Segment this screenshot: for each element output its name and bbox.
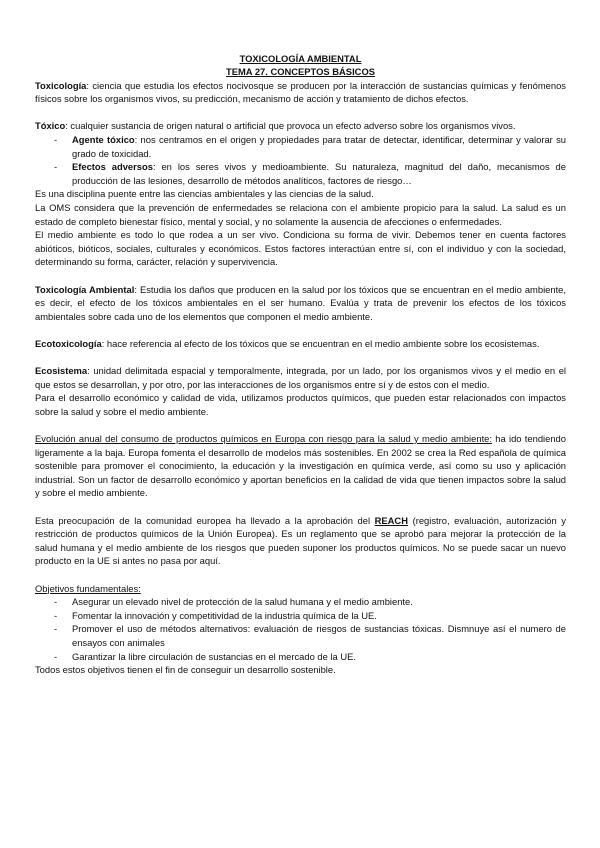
- paragraph-desarrollo: Para el desarrollo económico y calidad de vida, utilizamos productos químicos, que pueden estar relacionados con impactos sobre la salud y sobre el medio ambiente.: [35, 392, 566, 417]
- list-item: - Efectos adversos: en los seres vivos y medioambiente. Su naturaleza, magnitud del daño, mecanismos de producción de las lesiones, desarrollo de métodos analíticos, factores de riesgo…: [72, 160, 566, 187]
- term-reach: REACH: [374, 514, 408, 526]
- definition-toxico: [35, 119, 566, 133]
- paragraph-oms: La OMS considera que la prevención de enfermedades se relaciona con el ambiente propicio para la salud. La salud es un estado de completo bienestar físico, mental y social, y no solamente la ausencia de afecciones o enfermedades.: [35, 201, 566, 227]
- definition-text: : ciencia que estudia los efectos nocivosque se producen por la interacción de sustancias químicas y fenómenos físicos sobre los organismos vivos, su predicción, mecanismo de acción y tratamiento de dichos efectos.: [35, 79, 566, 105]
- definition-text: : cualquier sustancia de origen natural o artificial que provoca un efecto adverso sobre los organismos vivos.: [65, 120, 516, 132]
- paragraph-closing: Todos estos objetivos tienen el fin de conseguir un desarrollo sostenible.: [35, 664, 336, 676]
- objetivos-list: [35, 595, 566, 663]
- paragraph-medio-ambiente: El medio ambiente es todo lo que rodea a un ser vivo. Condiciona su forma de vivir. Debemos tener en cuenta factores abióticos, bióticos, sociales, culturales y económicos. Estos factores interactúan entre sí, con el individuo y con la sociedad, determinando su forma, carácter, relación y supervivencia.: [35, 229, 566, 268]
- document-subtitle: TEMA 27. CONCEPTOS BÁSICOS: [226, 65, 375, 77]
- list-item: - Agente tóxico: nos centramos en el origen y propiedades para tratar de detectar, identificar, determinar y valorar su grado de toxicidad.: [72, 133, 566, 160]
- term-toxicologia: Toxicología: [35, 79, 87, 91]
- paragraph-disciplina: Es una disciplina puente entre las ciencias ambientales y las ciencias de la salud.: [35, 188, 374, 200]
- paragraph-reach: Esta preocupación de la comunidad europea ha llevado a la aprobación del REACH (registro, evaluación, autorización y restricción de productos químicos de la Unión Europea). Es un reglamento que se aprobó para mejorar la protección de la salud humana y el medio ambiente de los riesgos que pueden suponer los productos químicos. No se puede sacar un nuevo producto en la UE si antes no pasa por aquí.: [35, 514, 566, 567]
- list-item: - Fomentar la innovación y competitividad de la industria química de la UE.: [72, 609, 566, 623]
- term-toxicologia-ambiental: Toxicología Ambiental: [35, 283, 135, 295]
- term-toxico: Tóxico: [35, 120, 66, 132]
- definition-ecosistema: Ecosistema: unidad delimitada espacial y temporalmente, integrada, por un lado, por los organismos vivos y el medio en el que estos se desarrollan, y por otro, por las interacciones de los organismos entre sí y de estos con el medio.: [35, 365, 566, 390]
- list-item: - Garantizar la libre circulación de sustancias en el mercado de la UE.: [72, 650, 566, 664]
- term-ecosistema: Ecosistema: [35, 365, 88, 377]
- term-ecotoxicologia: Ecotoxicología: [35, 337, 102, 349]
- paragraph-evolucion: Evolución anual del consumo de productos químicos en Europa con riesgo para la salud y medio ambiente: ha ido tendiendo ligeramente a la baja. Europa fomenta el desarrollo de modelos más sostenibles. En 2002 se crea la Red española de química sostenible para promover el conocimiento, la educación y la investigación en química verde, así como su uso y aplicación industrial. Son un factor de desarrollo económico y aportan beneficios en la calidad de vida que tienen impactos sobre la salud y sobre el medio ambiente.: [35, 433, 566, 499]
- definition-ecotoxicologia: Ecotoxicología: hace referencia al efecto de los tóxicos que se encuentran en el medio ambiente sobre los ecosistemas.: [35, 337, 540, 349]
- document-title: TOXICOLOGÍA AMBIENTAL: [239, 53, 362, 64]
- section-heading-objetivos: Objetivos fundamentales:: [35, 582, 141, 594]
- section-heading-evolucion: Evolución anual del consumo de productos químicos en Europa con riesgo para la salud y medio ambiente:: [35, 433, 492, 445]
- term-efectos-adversos: Efectos adversos: [72, 161, 153, 173]
- term-agente-toxico: Agente tóxico: [72, 133, 135, 145]
- toxico-list: [35, 133, 566, 187]
- definition-toxicologia-ambiental: Toxicología Ambiental: Estudia los daños que producen en la salud por los tóxicos que se encuentran en el medio ambiente, es decir, el efecto de los tóxicos ambientales en el ser humano. Evalúa y trata de prevenir los efectos de los tóxicos ambientales sobre cada uno de los elementos que componen el medio ambiente.: [35, 283, 566, 322]
- list-item: - Promover el uso de métodos alternativos: evaluación de riesgos de sustancias tóxicas. Dismnuye así el numero de ensayos con animales: [72, 622, 566, 649]
- list-item: - Asegurar un elevado nivel de protección de la salud humana y el medio ambiente.: [72, 595, 566, 609]
- definition-toxicologia: [35, 79, 566, 106]
